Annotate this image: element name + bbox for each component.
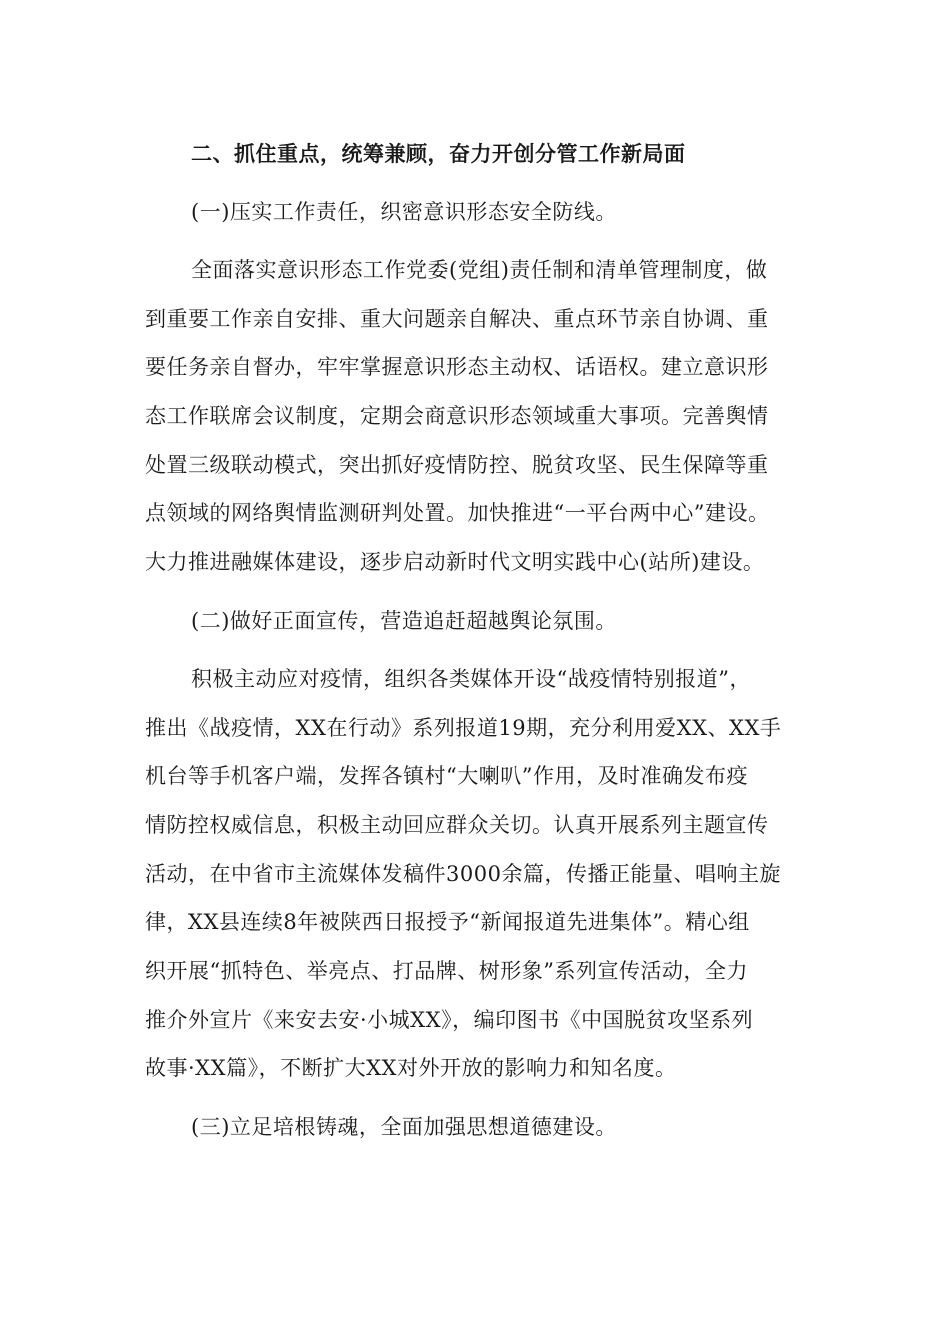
paragraph-line: 机台等手机客户端，发挥各镇村“大喇叭”作用，及时准确发布疫 [145,764,748,789]
document-page [145,130,805,1151]
subsection-title-2: (二)做好正面宣传，营造追赶超越舆论氛围。 [191,608,617,633]
paragraph-line: 情防控权威信息，积极主动回应群众关切。认真开展系列主题宣传 [145,812,769,837]
subsection-title-1: (一)压实工作责任，织密意识形态安全防线。 [191,200,617,224]
paragraph-line: 织开展“抓特色、举亮点、打品牌、树形象”系列宣传活动，全力 [145,958,748,983]
paragraph-line: 全面落实意识形态工作党委(党组)责任制和清单管理制度，做 [191,258,768,282]
paragraph-line: 活动，在中省市主流媒体发稿件3000余篇，传播正能量、唱响主旋 [145,861,781,886]
paragraph-line: 律，XX县连续8年被陕西日报授予“新闻报道先进集体”。精心组 [145,910,750,935]
subsection-title-3: (三)立足培根铸魂，全面加强思想道德建设。 [191,1115,617,1139]
paragraph-1 [145,246,805,587]
paragraph-line: 推介外宣片《来安去安·小城XX》，编印图书《中国脱贫攻坚系列 [145,1007,754,1032]
paragraph-line: 要任务亲自督办，牢牢掌握意识形态主动权、话语权。建立意识形 [145,355,769,380]
paragraph-line: 推出《战疫情，XX在行动》系列报道19期，充分利用爱XX、XX手 [145,715,782,740]
paragraph-line: 处置三级联动模式，突出抓好疫情防控、脱贫攻坚、民生保障等重 [145,452,769,477]
paragraph-line: 到重要工作亲自安排、重大问题亲自解决、重点环节亲自协调、重 [145,306,769,331]
paragraph-line: 态工作联席会议制度，定期会商意识形态领域重大事项。完善舆情 [145,404,769,429]
paragraph-line: 大力推进融媒体建设，逐步启动新时代文明实践中心(站所)建设。 [145,550,765,575]
section-heading: 二、抓住重点，统筹兼顾，奋力开创分管工作新局面 [191,142,686,166]
paragraph-line: 点领域的网络舆情监测研判处置。加快推进“一平台两中心”建设。 [145,501,770,526]
paragraph-line: 故事·XX篇》，不断扩大XX对外开放的影响力和知名度。 [145,1056,677,1081]
paragraph-line: 积极主动应对疫情，组织各类媒体开设“战疫情特别报道”， [191,666,751,691]
paragraph-2 [145,655,805,1093]
